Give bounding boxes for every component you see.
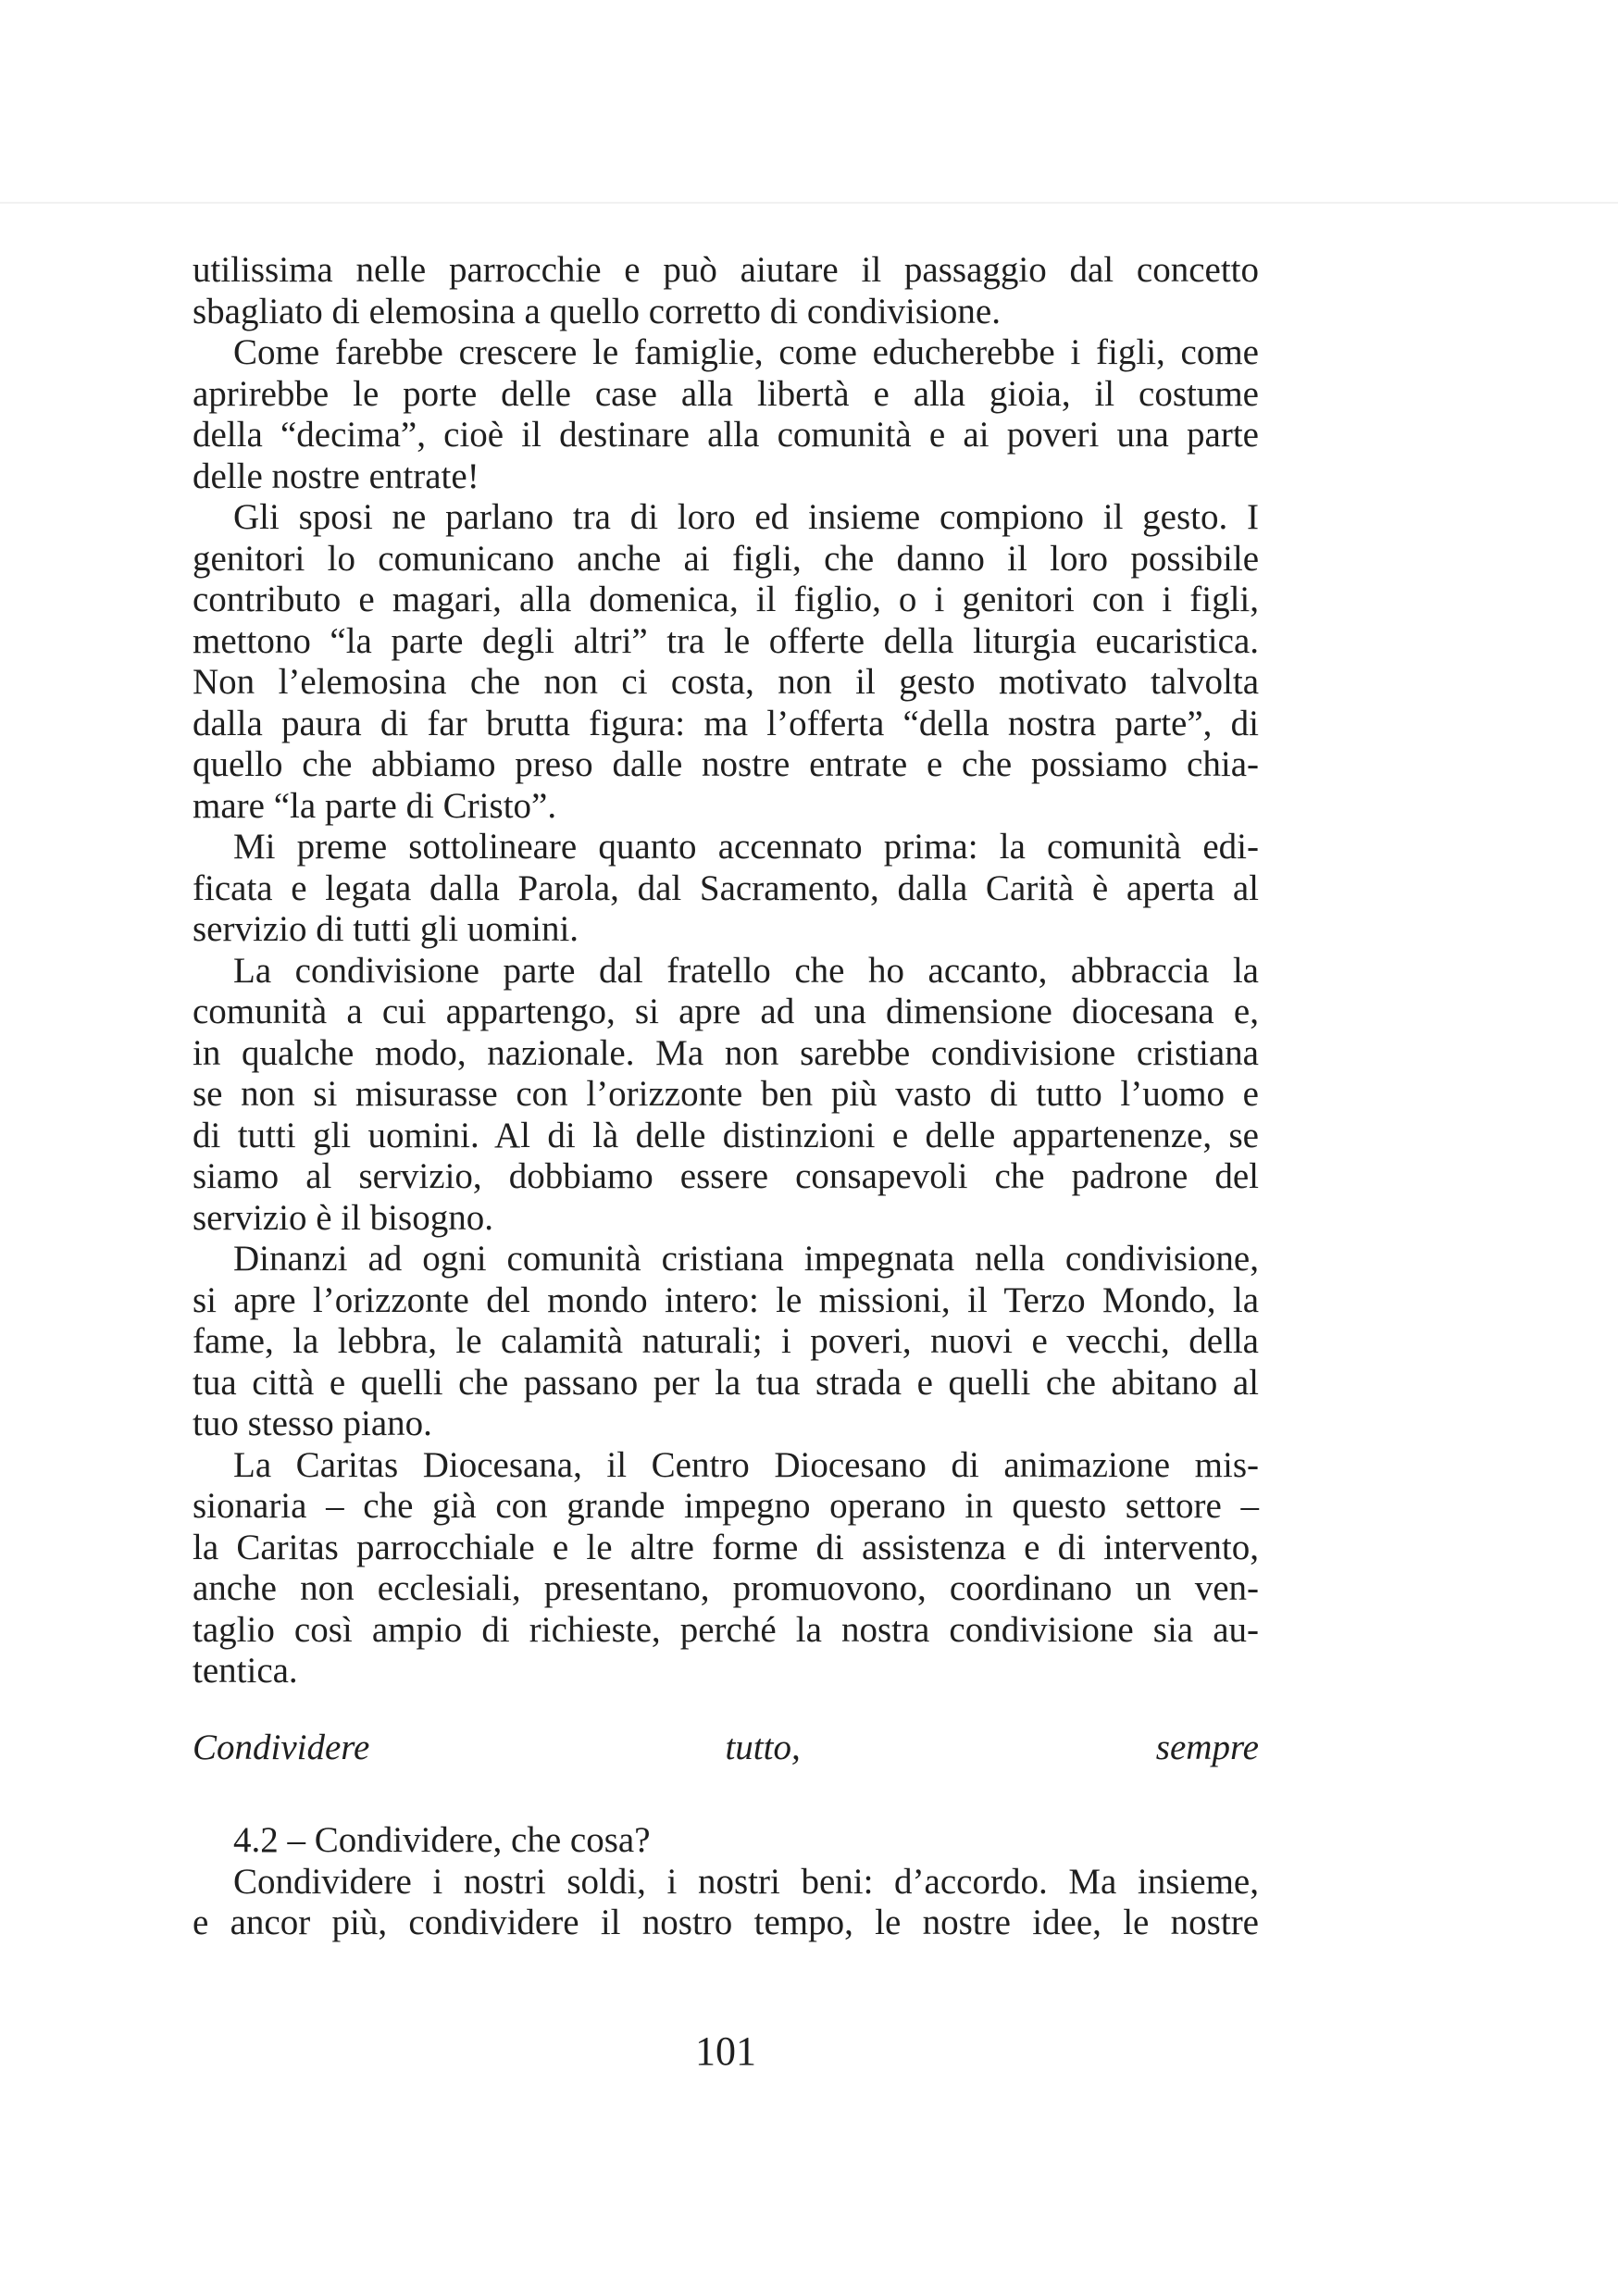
scan-edge xyxy=(0,202,1618,204)
text-line: si apre l’orizzonte del mondo intero: le missioni, il Terzo Mondo, la xyxy=(193,1279,1259,1320)
page-number: 101 xyxy=(695,2028,756,2074)
text-line: comunità a cui appartengo, si apre ad una dimensione diocesana e, xyxy=(193,992,1259,1031)
body-text xyxy=(193,250,1259,1944)
text-line: quello che abbiamo preso dalle nostre entrate e che possiamo chia- xyxy=(193,744,1259,784)
text-line: Mi preme sottolineare quanto accennato prima: la comunità edi- xyxy=(233,827,1259,867)
text-line: Non l’elemosina che non ci costa, non il gesto motivato talvolta xyxy=(193,662,1259,702)
text-line: La Caritas Diocesana, il Centro Diocesano di animazione mis- xyxy=(233,1444,1259,1485)
text-line: e ancor più, condividere il nostro tempo, le nostre idee, le nostre xyxy=(193,1903,1259,1942)
text-line: Dinanzi ad ogni comunità cristiana impegnata nella condivisione, xyxy=(233,1239,1259,1279)
text-line: sbagliato di elemosina a quello corretto di condivisione. xyxy=(193,291,1001,331)
text-line: servizio di tutti gli uomini. xyxy=(193,909,579,949)
text-line: siamo al servizio, dobbiamo essere consapevoli che padrone del xyxy=(193,1156,1259,1196)
text-line: contributo e magari, alla domenica, il figlio, o i genitori con i figli, xyxy=(193,580,1259,619)
section-heading: Condividere tutto, sempre xyxy=(193,1727,1259,1767)
text-line: della “decima”, cioè il destinare alla comunità e ai poveri una parte xyxy=(193,415,1259,455)
text-line: delle nostre entrate! xyxy=(193,455,479,496)
text-line: di tutti gli uomini. Al di là delle distinzioni e delle appartenenze, se xyxy=(193,1115,1259,1155)
text-line: anche non ecclesiali, presentano, promuovono, coordinano un ven- xyxy=(193,1568,1259,1608)
text-line: utilissima nelle parrocchie e può aiutare il passaggio dal concetto xyxy=(193,250,1259,290)
text-line: tentica. xyxy=(193,1651,298,1691)
text-line: sionaria – che già con grande impegno operano in questo settore – xyxy=(193,1486,1259,1526)
text-line: aprirebbe le porte delle case alla libertà e alla gioia, il costume xyxy=(193,373,1259,414)
text-line: mare “la parte di Cristo”. xyxy=(193,785,557,826)
text-line: Condividere i nostri soldi, i nostri beni: d’accordo. Ma insieme, xyxy=(233,1861,1259,1902)
text-line: genitori lo comunicano anche ai figli, che danno il loro possibile xyxy=(193,538,1259,579)
text-line: mettono “la parte degli altri” tra le offerte della liturgia eucaristica. xyxy=(193,620,1259,661)
text-line: Gli sposi ne parlano tra di loro ed insieme compiono il gesto. I xyxy=(233,497,1259,537)
text-line: se non si misurasse con l’orizzonte ben più vasto di tutto l’uomo e xyxy=(193,1074,1259,1114)
text-line: fame, la lebbra, le calamità naturali; i poveri, nuovi e vecchi, della xyxy=(193,1321,1259,1361)
text-line: la Caritas parrocchiale e le altre forme di assistenza e di intervento, xyxy=(193,1527,1259,1567)
text-line: servizio è il bisogno. xyxy=(193,1197,493,1238)
text-line: ficata e legata dalla Parola, dal Sacramento, dalla Carità è aperta al xyxy=(193,867,1259,908)
section-number-line: 4.2 – Condividere, che cosa? xyxy=(233,1820,651,1860)
text-line: tua città e quelli che passano per la tua strada e quelli che abitano al xyxy=(193,1362,1259,1403)
text-line: taglio così ampio di richieste, perché la nostra condivisione sia au- xyxy=(193,1609,1259,1650)
text-line: Come farebbe crescere le famiglie, come educherebbe i figli, come xyxy=(233,332,1259,372)
text-line: in qualche modo, nazionale. Ma non sarebbe condivisione cristiana xyxy=(193,1032,1259,1073)
text-line: dalla paura di far brutta figura: ma l’offerta “della nostra parte”, di xyxy=(193,703,1259,743)
text-line: tuo stesso piano. xyxy=(193,1404,432,1443)
text-line: La condivisione parte dal fratello che ho accanto, abbraccia la xyxy=(233,950,1259,991)
